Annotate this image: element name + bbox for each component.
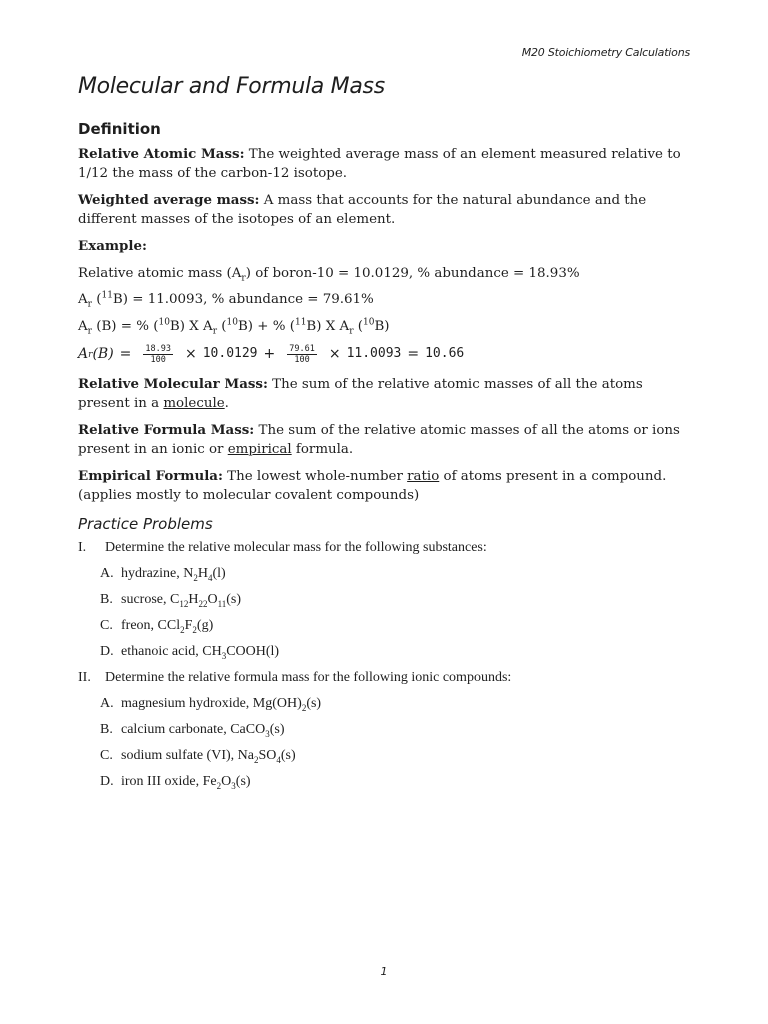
list-item: [100, 644, 698, 670]
definition-text: A mass that accounts for the natural abundance and the different masses of the isotopes of an element.: [78, 193, 647, 227]
empirical-link[interactable]: empirical: [227, 441, 292, 457]
item-text: magnesium hydroxide, $Mg(OH)_2(s)$: [121, 696, 322, 713]
item-text: ethanoic acid, $CH_3COOH(l)$: [121, 644, 280, 661]
page-number: 1: [380, 965, 388, 978]
empirical-formula-definition: Empirical Formula: The lowest whole-number ratio of atoms present in a compound. (applies mostly to molecular covalent compounds): [78, 468, 667, 503]
definition-heading: Definition: [78, 120, 161, 138]
question-number: II.: [78, 670, 91, 685]
item-letter: C.: [100, 618, 113, 633]
example-line-2: $A_r$ ($^{11}$B) = 11.0093, % abundance = 79.61%: [78, 290, 374, 310]
question-text: Determine the relative formula mass for the following ionic compounds:: [105, 670, 512, 685]
molecule-link[interactable]: molecule: [163, 395, 225, 411]
practice-problems-heading: Practice Problems: [78, 515, 213, 533]
ratio-link[interactable]: ratio: [407, 469, 440, 484]
relative-atomic-mass-definition: [78, 145, 692, 183]
definition-text: The weighted average mass of an element measured relative to 1/12 the mass of the carbon-12 isotope.: [78, 147, 681, 181]
item-text: freon, $CCl_2F_2(g)$: [121, 618, 214, 635]
list-item: [100, 592, 698, 618]
item-letter: B.: [100, 592, 113, 607]
fraction-boron11-abundance: $\frac{79.61}{100}$: [289, 344, 315, 365]
list-item: [100, 696, 698, 722]
example-label: Example:: [78, 238, 147, 254]
list-item: [100, 722, 698, 748]
item-text: calcium carbonate, CaCO$_3$(s): [121, 722, 285, 739]
question-number: I.: [78, 540, 87, 555]
list-item: [100, 774, 698, 800]
item-letter: D.: [100, 644, 114, 659]
item-letter: A.: [100, 696, 114, 711]
question: [78, 670, 698, 696]
list-item: [100, 748, 698, 774]
term-weighted-average-mass: Weighted average mass:: [78, 192, 260, 208]
question-text: Determine the relative molecular mass for the following substances:: [105, 540, 487, 555]
example-line-1: Relative atomic mass $(A_r)$ of boron-10 = 10.0129, % abundance = 18.93%: [78, 265, 580, 284]
item-text: sodium sulfate (VI), $Na_2SO_4(s)$: [121, 748, 296, 765]
item-text: sucrose, $C_{12}H_{22}O_{11}(s)$: [121, 592, 242, 609]
definitions-body: [78, 145, 692, 513]
item-letter: A.: [100, 566, 114, 581]
item-text: iron III oxide, $Fe_2O_3(s)$: [121, 774, 251, 791]
relative-formula-mass-definition: Relative Formula Mass: The sum of the relative atomic masses of all the atoms or ions present in an ionic or empirical formula.: [78, 422, 680, 457]
question: [78, 540, 698, 566]
fraction-boron10-abundance: $\frac{18.93}{100}$: [145, 344, 171, 365]
item-text: hydrazine, $N_2H_4(l)$: [121, 566, 226, 583]
term-relative-atomic-mass: Relative Atomic Mass:: [78, 146, 245, 162]
weighted-average-mass-definition: [78, 191, 692, 229]
page-title: Molecular and Formula Mass: [78, 74, 385, 99]
item-letter: B.: [100, 722, 113, 737]
relative-molecular-mass-definition: Relative Molecular Mass: The sum of the relative atomic masses of all the atoms present in a molecule.: [78, 376, 643, 411]
running-header: M20 Stoichiometry Calculations: [521, 46, 690, 59]
item-letter: C.: [100, 748, 113, 763]
example-line-3: $A_r$ (B) = % ($^{10}$B) X $A_r$ ($^{10}$B) + % ($^{11}$B) X $A_r$ ($^{10}$B): [78, 317, 390, 337]
item-letter: D.: [100, 774, 114, 789]
weighted-average-equation: A r (B) = $\frac{18.93}{100}$ × 10.0129 + $\frac{79.61}{100}$ × 11.0093 = 10.66: [78, 344, 465, 365]
list-item: [100, 566, 698, 592]
list-item: [100, 618, 698, 644]
equation-result: 10.66: [425, 346, 465, 362]
practice-problems: [78, 540, 698, 800]
